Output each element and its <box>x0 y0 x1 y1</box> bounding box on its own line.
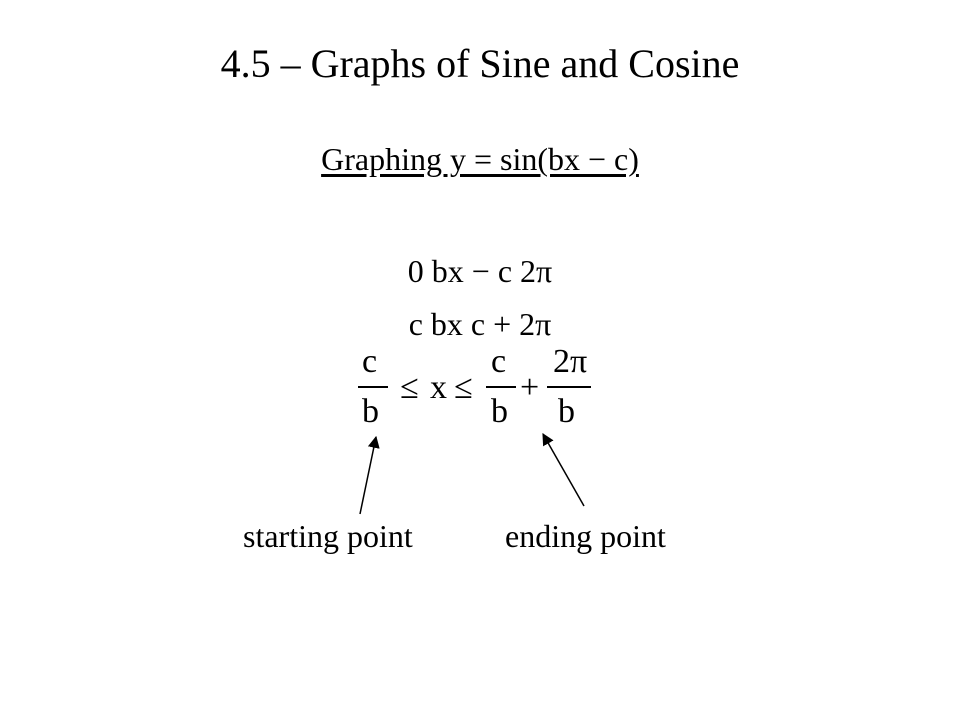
fraction-right-denominator: b <box>558 393 575 430</box>
ending-point-label: ending point <box>505 518 666 554</box>
fraction-right-numerator: 2π <box>553 343 588 380</box>
slide-subtitle: Graphing y = sin(bx − c) <box>321 141 639 177</box>
leq-symbol-1: ≤ <box>400 369 419 406</box>
arrow-ending-point <box>543 434 584 506</box>
variable-x: x <box>430 369 447 406</box>
plus-symbol: + <box>520 369 540 406</box>
leq-symbol-2: ≤ <box>454 369 473 406</box>
starting-point-label: starting point <box>243 518 413 554</box>
inequality-line-1: 0 bx − c 2π <box>407 253 553 289</box>
fraction-left-denominator: b <box>362 393 379 430</box>
fraction-left-numerator: c <box>362 343 378 380</box>
inequality-line-2: c bx c + 2π <box>408 306 552 342</box>
arrow-starting-point <box>360 437 376 514</box>
slide-title: 4.5 – Graphs of Sine and Cosine <box>220 41 740 86</box>
fraction-mid-denominator: b <box>491 393 508 430</box>
fraction-mid-numerator: c <box>491 343 507 380</box>
